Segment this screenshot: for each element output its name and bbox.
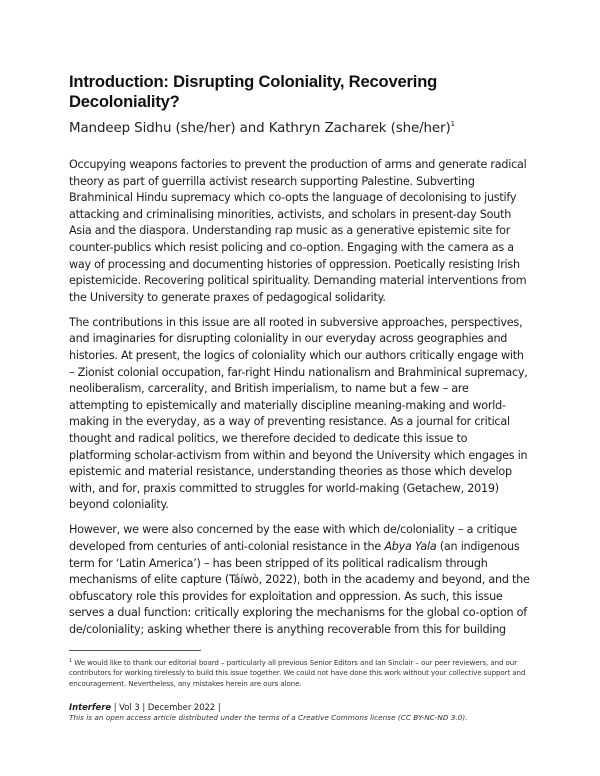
journal-name: Interfere bbox=[69, 702, 112, 712]
body-paragraph-3 bbox=[69, 522, 531, 638]
footnote-divider bbox=[69, 650, 201, 651]
authors-text: Mandeep Sidhu (she/her) and Kathryn Zacharek (she/her) bbox=[69, 121, 451, 136]
article-body bbox=[69, 157, 531, 647]
body-paragraph-2: The contributions in this issue are all rooted in subversive approaches, perspectives, and imaginaries for disrupting coloniality in our everyday across geographies and histories. At present, the logics of coloniality which our authors critically engage with – Zionist colonial occupation, far-right Hindu nationalism and Brahminical supremacy, neoliberalism, carcerality, and British imperialism, to name but a few – are attempting to epistemically and materially discipline meaning-making and world-making in the everyday, as a way of preventing resistance. As a journal for critical thought and radical politics, we therefore decided to dedicate this issue to platforming scholar-activism from within and beyond the University which engages in epistemic and material resistance, understanding theories as those which develop with, and for, praxis committed to struggles for world-making (Getachew, 2019) beyond coloniality. bbox=[69, 315, 528, 512]
article-title: Introduction: Disrupting Coloniality, Recovering Decoloniality? bbox=[69, 72, 438, 111]
footer-issue-line bbox=[69, 702, 539, 713]
footnote-mark: 1 bbox=[69, 658, 73, 664]
body-paragraph-1: Occupying weapons factories to prevent the production of arms and generate radical theory as part of guerrilla activist research supporting Palestine. Subverting Brahminical Hindu supremacy which co-opts the language of decolonising to justify attacking and criminalising minorities, activists, and scholars in present-day South Asia and the diaspora. Understanding rap music as a generative epistemic site for counter-publics which resist policing and co-option. Engaging with the camera as a way of processing and documenting histories of oppression. Poetically resisting Irish epistemicide. Recovering political spirituality. Demanding material interventions from the University to generate praxes of pedagogical solidarity. bbox=[69, 158, 527, 304]
issue-info: | Vol 3 | December 2022 | bbox=[111, 702, 221, 712]
paragraph-3-italic-term: Abya Yala bbox=[384, 540, 437, 554]
paragraph-3-text-after: (an indigenous term for ‘Latin America’) – has been stripped of its political radicalism through mechanisms of elite capture (Táíwò, 2022), both in the academy and beyond, and the obfuscatory role this provides for exploitation and oppression. As such, this issue serves a dual function: critically exploring the mechanisms for the global co-option of de/coloniality; asking whether there is anything recoverable from this for building bbox=[69, 540, 530, 637]
article-authors bbox=[69, 120, 455, 136]
page-footer bbox=[69, 702, 539, 723]
license-notice: This is an open access article distributed under the terms of a Creative Commons license (CC BY-NC-ND 3.0). bbox=[69, 713, 468, 722]
paragraph-3-text-before: However, we were also concerned by the ease with which de/coloniality – a critique developed from centuries of anti-colonial resistance in the bbox=[69, 523, 517, 554]
footnote-text: We would like to thank our editorial board – particularly all previous Senior Editors and Ian Sinclair – our peer reviewers, and our contributors for working tirelessly to build this issue together. We could not have done this work without your collective support and encouragement. Nevertheless, any mistakes herein are ours alone. bbox=[69, 658, 526, 688]
footnote bbox=[69, 656, 531, 689]
authors-footnote-mark[interactable]: 1 bbox=[450, 120, 455, 128]
